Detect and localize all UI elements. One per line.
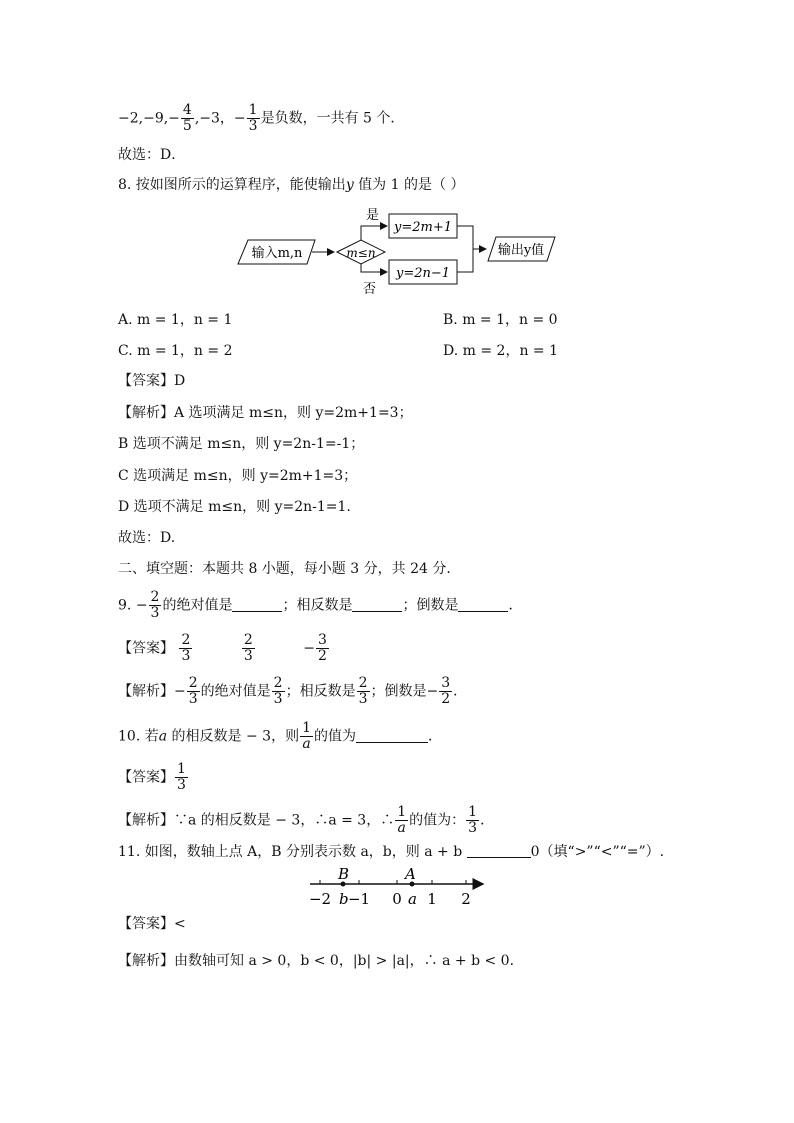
frac-num: 2: [188, 675, 198, 691]
answer-tag: 【答案】: [118, 640, 174, 657]
frac-den: 3: [150, 605, 160, 621]
q9-analysis-c: ；倒数是−: [370, 683, 439, 700]
q9-text-c: ；倒数是: [402, 597, 459, 614]
option-b[interactable]: B. m = 1，n = 0: [443, 312, 558, 328]
option-a[interactable]: A. m = 1，n = 1: [118, 312, 233, 328]
frac-den: 2: [317, 648, 327, 664]
var-b-label: b: [339, 890, 349, 908]
number-list-a: −2,−9,−: [118, 110, 180, 127]
answer-value: D: [174, 373, 186, 389]
q9-analysis-a: 的绝对值是: [200, 683, 271, 700]
point-a-label: A: [405, 865, 416, 883]
flowchart: [230, 200, 560, 300]
axis-tick-label: 1: [427, 890, 437, 908]
analysis-tag: 【解析】: [118, 405, 174, 421]
frac-den: a: [397, 820, 406, 836]
q10-text-c: 的值为: [314, 728, 356, 745]
flow-no-label: 否: [363, 282, 377, 297]
q9-text-end: ．: [508, 597, 523, 614]
q9-analysis-end: ．: [453, 683, 468, 700]
frac-den: 2: [441, 691, 451, 707]
q10-blank[interactable]: [356, 742, 428, 743]
frac-num: 2: [358, 675, 368, 691]
q9-analysis-frac-3: [357, 676, 370, 707]
q9-analysis-frac-1: [187, 676, 200, 707]
q10-text-end: ．: [428, 728, 442, 745]
q8-analysis-1: [118, 403, 413, 423]
q10-analysis: [118, 805, 494, 836]
axis-tick-label: 2: [461, 890, 471, 908]
q10-var: a: [158, 728, 168, 745]
fraction-1-3: [247, 103, 260, 134]
answer-tag: 【答案】: [118, 373, 174, 389]
analysis-tag: 【解析】: [118, 812, 174, 829]
q10-answer: [118, 762, 189, 793]
frac-den: 3: [181, 648, 191, 664]
q11-text-a: 11. 如图，数轴上点 A，B 分别表示数 a，b，则 a + b: [118, 844, 463, 860]
frac-num: 3: [441, 675, 451, 691]
frac-den: 3: [273, 691, 283, 707]
axis-tick-label: 0: [392, 890, 402, 908]
q11-analysis: [118, 951, 524, 971]
option-c[interactable]: C. m = 1，n = 2: [118, 343, 233, 359]
q9-answer-2: [242, 633, 255, 664]
q8-answer: [118, 371, 185, 391]
q8-stem-a: 8. 按如图所示的运算程序，能使输出: [118, 177, 346, 193]
answer-value: <: [174, 916, 186, 932]
frac-num: 4: [182, 102, 192, 118]
q8-analysis-4: D 选项不满足 m≤n，则 y=2n-1=1.: [118, 499, 351, 515]
frac-num: 2: [181, 632, 191, 648]
frac-num: 3: [317, 632, 327, 648]
q10-analysis-frac-1: [395, 805, 408, 836]
q9-analysis-minus: −: [174, 683, 186, 700]
frac-num: 1: [302, 720, 311, 736]
q9-number: 9.: [118, 597, 136, 614]
q8-stem-var: y: [345, 177, 354, 193]
analysis-text: A 选项满足 m≤n，则 y=2m+1=3；: [174, 405, 413, 421]
q8-stem-b: 值为 1 的是（ ）: [353, 177, 465, 193]
axis-tick-label: −1: [347, 890, 371, 908]
section-heading: 二、填空题：本题共 8 小题，每小题 3 分，共 24 分．: [118, 561, 461, 577]
choice-line: 故选：D．: [118, 147, 186, 163]
frac-den: 3: [358, 691, 368, 707]
analysis-tag: 【解析】: [118, 683, 174, 700]
q9-answer-3-sign: −: [303, 640, 315, 657]
q9-analysis-frac-2: [272, 676, 285, 707]
q10-analysis-frac-2: [466, 805, 479, 836]
analysis-tag: 【解析】: [118, 953, 174, 969]
frac-den: 3: [243, 648, 253, 664]
q10-text-a: 10. 若: [118, 728, 159, 745]
q9-answer: [118, 633, 330, 664]
q10-fraction: [300, 721, 313, 752]
q10-analysis-b: 的值为：: [409, 812, 466, 829]
flow-bottom-box-text: y=2n−1: [395, 266, 451, 281]
q9-blank-1[interactable]: [232, 611, 282, 612]
frac-den: a: [302, 736, 311, 752]
frac-num: 2: [150, 589, 160, 605]
answer-tag: 【答案】: [118, 916, 174, 932]
q9-answer-3: [316, 633, 329, 664]
axis-tick-label: −2: [308, 890, 332, 908]
flow-output-text: 输出y值: [497, 243, 545, 258]
flow-input-text: 输入m,n: [251, 246, 303, 261]
q9-text-a: 的绝对值是: [162, 597, 233, 614]
frac-num: 1: [177, 761, 186, 777]
q9-analysis-frac-4: [439, 676, 452, 707]
option-d[interactable]: D. m = 2，n = 1: [443, 343, 558, 359]
q10-text-b: 的相反数是 − 3，则: [167, 728, 300, 745]
frac-num: 1: [248, 102, 258, 118]
q9-blank-3[interactable]: [458, 611, 508, 612]
frac-num: 1: [397, 804, 407, 820]
flow-condition-text: m≤n: [346, 246, 376, 260]
q9-blank-2[interactable]: [352, 611, 402, 612]
q10-analysis-end: ．: [480, 812, 495, 829]
q10-analysis-a: ∵a 的相反数是 − 3，∴a = 3，∴: [174, 812, 395, 829]
q8-stem: [118, 175, 464, 195]
q9-analysis-b: ；相反数是: [285, 683, 356, 700]
q11-answer: [118, 914, 186, 934]
q8-analysis-3: C 选项满足 m≤n，则 y=2m+1=3；: [118, 468, 358, 484]
flow-arrow-yes: [361, 226, 387, 240]
q8-analysis-2: B 选项不满足 m≤n，则 y=2n-1=-1；: [118, 436, 365, 452]
q8-conclusion: 故选：D.: [118, 530, 176, 546]
var-a-label: a: [408, 890, 417, 908]
frac-num: 2: [243, 632, 253, 648]
q10-stem: [118, 721, 442, 752]
frac-den: 5: [182, 118, 192, 134]
frac-den: 3: [177, 777, 186, 793]
q9-text-b: ；相反数是: [282, 597, 353, 614]
fraction-4-5: [181, 103, 194, 134]
q9-fraction: [149, 590, 162, 621]
q11-text-b: 0（填“>”“<”“=”）.: [530, 844, 665, 860]
intro-text: 是负数，一共有 5 个．: [260, 110, 405, 127]
number-list-b: ,−3，−: [194, 110, 246, 127]
frac-den: 3: [188, 691, 198, 707]
flow-top-box-text: y=2m+1: [394, 220, 452, 235]
flow-arrow-no: [361, 264, 387, 272]
number-line: [305, 862, 490, 910]
q9-answer-1: [179, 633, 192, 664]
q9-minus: −: [135, 597, 148, 614]
flow-merge-line: [457, 226, 473, 272]
frac-num: 1: [468, 804, 478, 820]
answer-tag: 【答案】: [118, 769, 174, 786]
q11-stem: [118, 842, 664, 862]
q9-analysis: [118, 676, 467, 707]
frac-num: 2: [273, 675, 283, 691]
q9-stem: [118, 590, 522, 621]
q11-blank[interactable]: [467, 857, 531, 858]
intro-line: [118, 103, 404, 134]
frac-den: 3: [248, 118, 258, 134]
q10-answer-frac: [175, 762, 188, 793]
frac-den: 3: [468, 820, 478, 836]
flow-yes-label: 是: [366, 208, 380, 223]
point-b-label: B: [338, 865, 350, 883]
analysis-text: 由数轴可知 a > 0，b < 0，|b| > |a|，∴ a + b < 0．: [174, 953, 524, 969]
